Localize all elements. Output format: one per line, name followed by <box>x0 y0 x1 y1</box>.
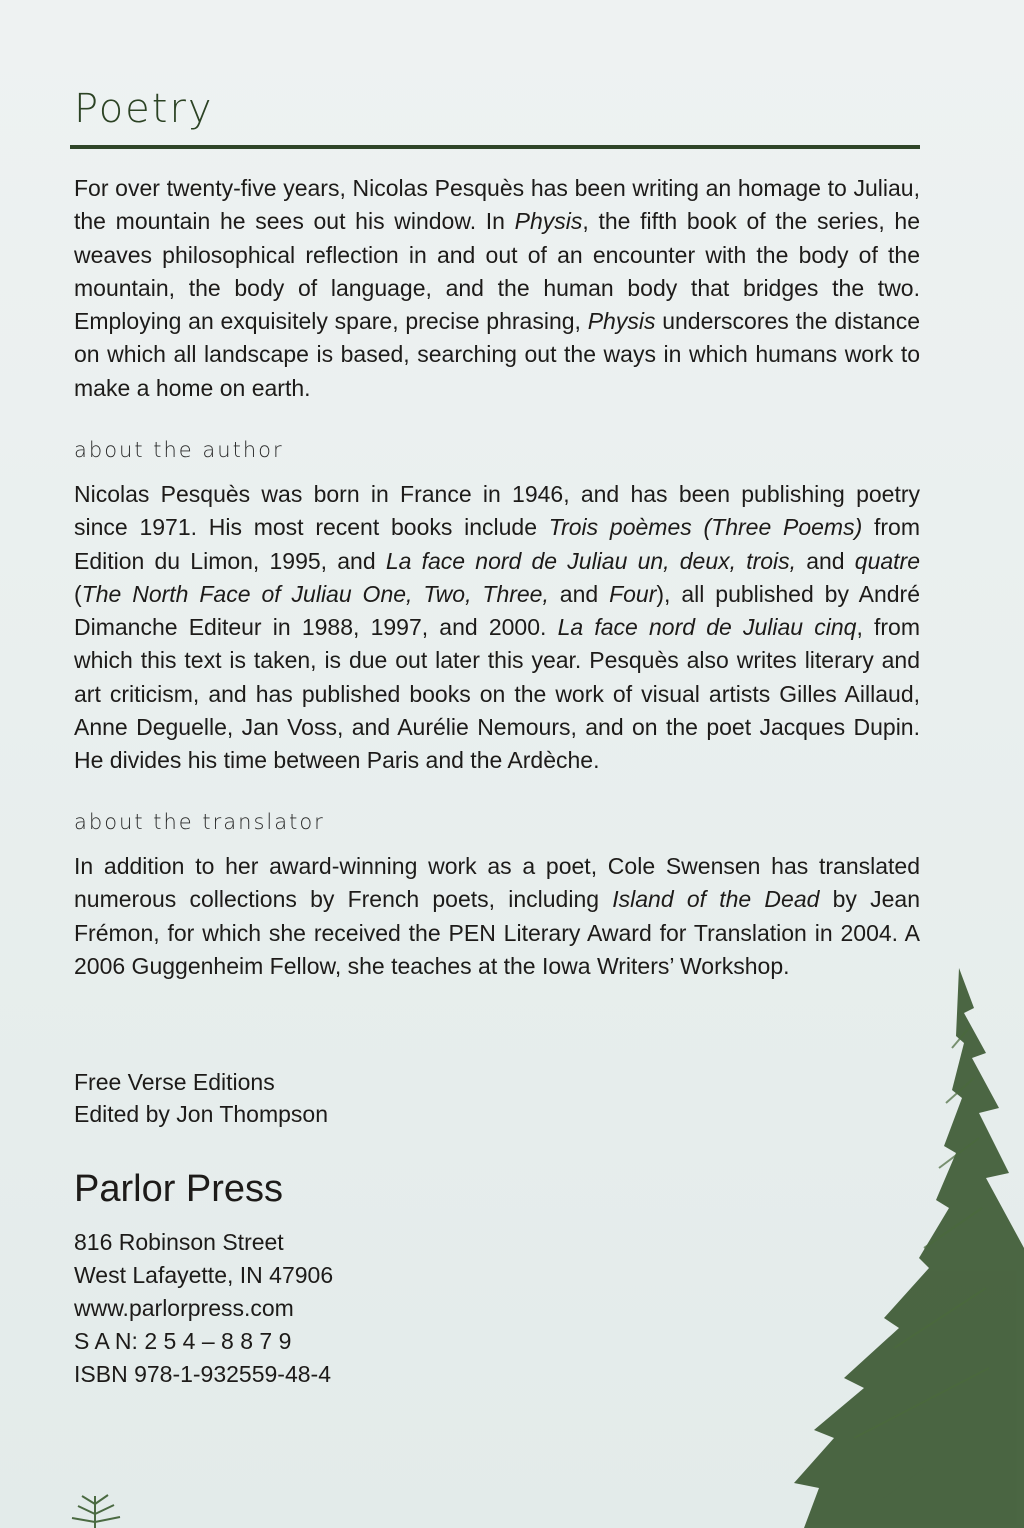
italic-title: La face nord de Juliau cinq <box>557 614 857 641</box>
publisher-isbn: ISBN 978-1-932559-48-4 <box>74 1361 331 1387</box>
text-run: ), all published by André Dimanche Editeur in 1988, 1997, and 2000. <box>74 580 920 641</box>
text-run: and <box>796 547 855 574</box>
publisher-name: Parlor Press <box>74 1168 284 1210</box>
text-run: , the fifth book of the series, he weaves philosophical reflection in and out of an encounter with the body of the mountain, the body of language, and the human body that bridges the two. Employing an exquisitely spare, precise phrasing, <box>74 208 920 335</box>
text-run: , from which this text is taken, is due out later this year. Pesquès also writes literary and art criticism, and has published books on the work of visual artists Gilles Aillaud, Anne Deguelle, Jan Voss, and Aurélie Nemours, and on the poet Jacques Dupin. He divides his time between Paris and the Ardèche. <box>74 614 921 774</box>
category-heading: Poetry <box>74 86 214 132</box>
text-run: from Edition du Limon, 1995, and <box>74 514 921 574</box>
text-run: underscores the distance on which all landscape is based, searching out the ways in which humans work to make a home on earth. <box>74 308 920 401</box>
translator-bio <box>74 850 920 983</box>
italic-title: Physis <box>587 308 656 335</box>
text-run: For over twenty-five years, Nicolas Pesquès has been writing an homage to Juliau, the mountain he sees out his window. In <box>74 175 920 235</box>
book-description <box>74 172 920 405</box>
publisher-website: www.parlorpress.com <box>74 1295 294 1321</box>
text-run: and <box>548 580 610 607</box>
publisher-san: S A N: 2 5 4 – 8 8 7 9 <box>74 1328 292 1354</box>
italic-title: Island of the Dead <box>612 886 820 913</box>
pine-tree-image <box>724 968 1024 1528</box>
text-run: In addition to her award-winning work as a poet, Cole Swensen has translated numerous collections by French poets, including <box>74 853 920 913</box>
small-branch-image <box>60 1490 130 1528</box>
italic-title: quatre <box>854 547 921 574</box>
series-editor: Edited by Jon Thompson <box>74 1101 329 1127</box>
italic-title: Four <box>609 580 657 607</box>
text-run: ( <box>74 580 82 607</box>
text-run: Nicolas Pesquès was born in France in 1946, and has been publishing poetry since 1971. His most recent books include <box>74 481 920 541</box>
text-run: by Jean Frémon, for which she received the PEN Literary Award for Translation in 2004. A 2006 Guggenheim Fellow, she teaches at the Iowa Writers’ Workshop. <box>74 886 920 979</box>
heading-rule <box>70 145 920 149</box>
about-author-heading: about the author <box>74 438 284 462</box>
italic-title: Physis <box>514 208 583 235</box>
publisher-city: West Lafayette, IN 47906 <box>74 1262 334 1288</box>
publisher-street: 816 Robinson Street <box>74 1229 284 1255</box>
italic-title: The North Face of Juliau One, Two, Three, <box>81 580 549 607</box>
series-name: Free Verse Editions <box>74 1069 275 1095</box>
author-bio <box>74 478 920 778</box>
italic-title: Trois poèmes (Three Poems) <box>548 514 863 541</box>
italic-title: La face nord de Juliau un, deux, trois, <box>385 547 797 574</box>
about-translator-heading: about the translator <box>74 810 325 834</box>
